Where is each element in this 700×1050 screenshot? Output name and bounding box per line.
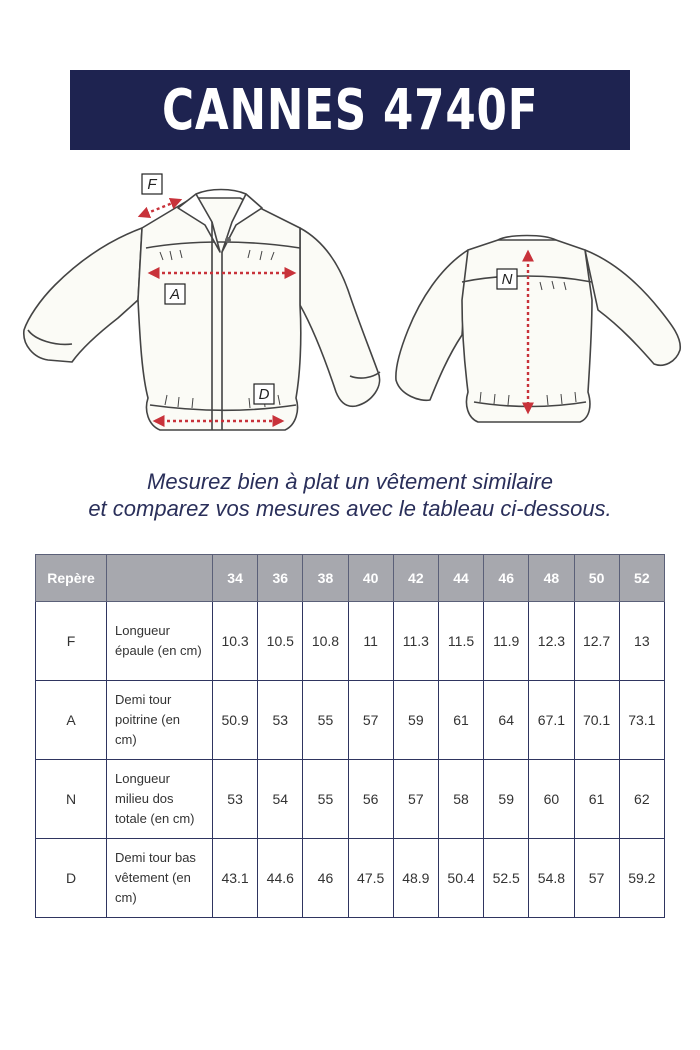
instruction-line-1: Mesurez bien à plat un vêtement similaire <box>147 469 553 494</box>
row-label: Demi tour bas vêtement (en cm) <box>107 839 213 918</box>
header-size: 36 <box>258 555 303 602</box>
size-value: 53 <box>258 681 303 760</box>
size-value: 60 <box>529 760 574 839</box>
size-value: 47.5 <box>348 839 393 918</box>
size-value: 10.3 <box>213 602 258 681</box>
size-value: 57 <box>348 681 393 760</box>
size-value: 10.5 <box>258 602 303 681</box>
header-description <box>107 555 213 602</box>
size-value: 13 <box>619 602 664 681</box>
measurement-instruction <box>0 468 700 522</box>
size-value: 12.7 <box>574 602 619 681</box>
header-size: 42 <box>393 555 438 602</box>
size-value: 46 <box>303 839 348 918</box>
size-value: 62 <box>619 760 664 839</box>
table-row <box>36 839 665 918</box>
size-value: 59 <box>393 681 438 760</box>
jacket-diagram <box>0 165 700 445</box>
row-marker: N <box>36 760 107 839</box>
table-row <box>36 760 665 839</box>
size-value: 48.9 <box>393 839 438 918</box>
row-label: Longueur épaule (en cm) <box>107 602 213 681</box>
header-repere: Repère <box>36 555 107 602</box>
row-label: Longueur milieu dos totale (en cm) <box>107 760 213 839</box>
size-value: 67.1 <box>529 681 574 760</box>
jacket-front <box>24 190 380 431</box>
size-table <box>35 554 665 918</box>
size-value: 11.5 <box>438 602 483 681</box>
header-size: 38 <box>303 555 348 602</box>
marker-n-label: N <box>501 271 513 288</box>
size-value: 43.1 <box>213 839 258 918</box>
row-marker: F <box>36 602 107 681</box>
header-size: 46 <box>484 555 529 602</box>
size-value: 58 <box>438 760 483 839</box>
size-value: 52.5 <box>484 839 529 918</box>
header-size: 48 <box>529 555 574 602</box>
marker-f-label: F <box>147 176 157 193</box>
row-marker: A <box>36 681 107 760</box>
size-value: 54 <box>258 760 303 839</box>
size-value: 70.1 <box>574 681 619 760</box>
size-value: 55 <box>303 760 348 839</box>
size-value: 57 <box>574 839 619 918</box>
row-marker: D <box>36 839 107 918</box>
size-value: 59 <box>484 760 529 839</box>
instruction-line-2: et comparez vos mesures avec le tableau ci-dessous. <box>88 496 612 521</box>
size-value: 64 <box>484 681 529 760</box>
marker-d-label: D <box>258 386 270 403</box>
table-row <box>36 602 665 681</box>
jacket-back <box>396 236 680 423</box>
size-value: 73.1 <box>619 681 664 760</box>
size-value: 59.2 <box>619 839 664 918</box>
header-size: 50 <box>574 555 619 602</box>
marker-a-label: A <box>169 286 181 303</box>
table-row <box>36 681 665 760</box>
row-label: Demi tour poitrine (en cm) <box>107 681 213 760</box>
size-value: 50.4 <box>438 839 483 918</box>
size-value: 11.3 <box>393 602 438 681</box>
size-value: 54.8 <box>529 839 574 918</box>
size-value: 11.9 <box>484 602 529 681</box>
title-banner <box>70 70 630 150</box>
header-size: 44 <box>438 555 483 602</box>
size-value: 53 <box>213 760 258 839</box>
size-value: 12.3 <box>529 602 574 681</box>
header-size: 34 <box>213 555 258 602</box>
size-value: 11 <box>348 602 393 681</box>
size-value: 61 <box>438 681 483 760</box>
header-size: 40 <box>348 555 393 602</box>
size-value: 55 <box>303 681 348 760</box>
size-value: 44.6 <box>258 839 303 918</box>
size-header-row <box>36 555 665 602</box>
header-size: 52 <box>619 555 664 602</box>
size-value: 61 <box>574 760 619 839</box>
size-value: 57 <box>393 760 438 839</box>
page-title: CANNES 4740F <box>161 77 539 143</box>
size-value: 50.9 <box>213 681 258 760</box>
size-value: 56 <box>348 760 393 839</box>
garment-illustration <box>0 165 700 445</box>
size-value: 10.8 <box>303 602 348 681</box>
